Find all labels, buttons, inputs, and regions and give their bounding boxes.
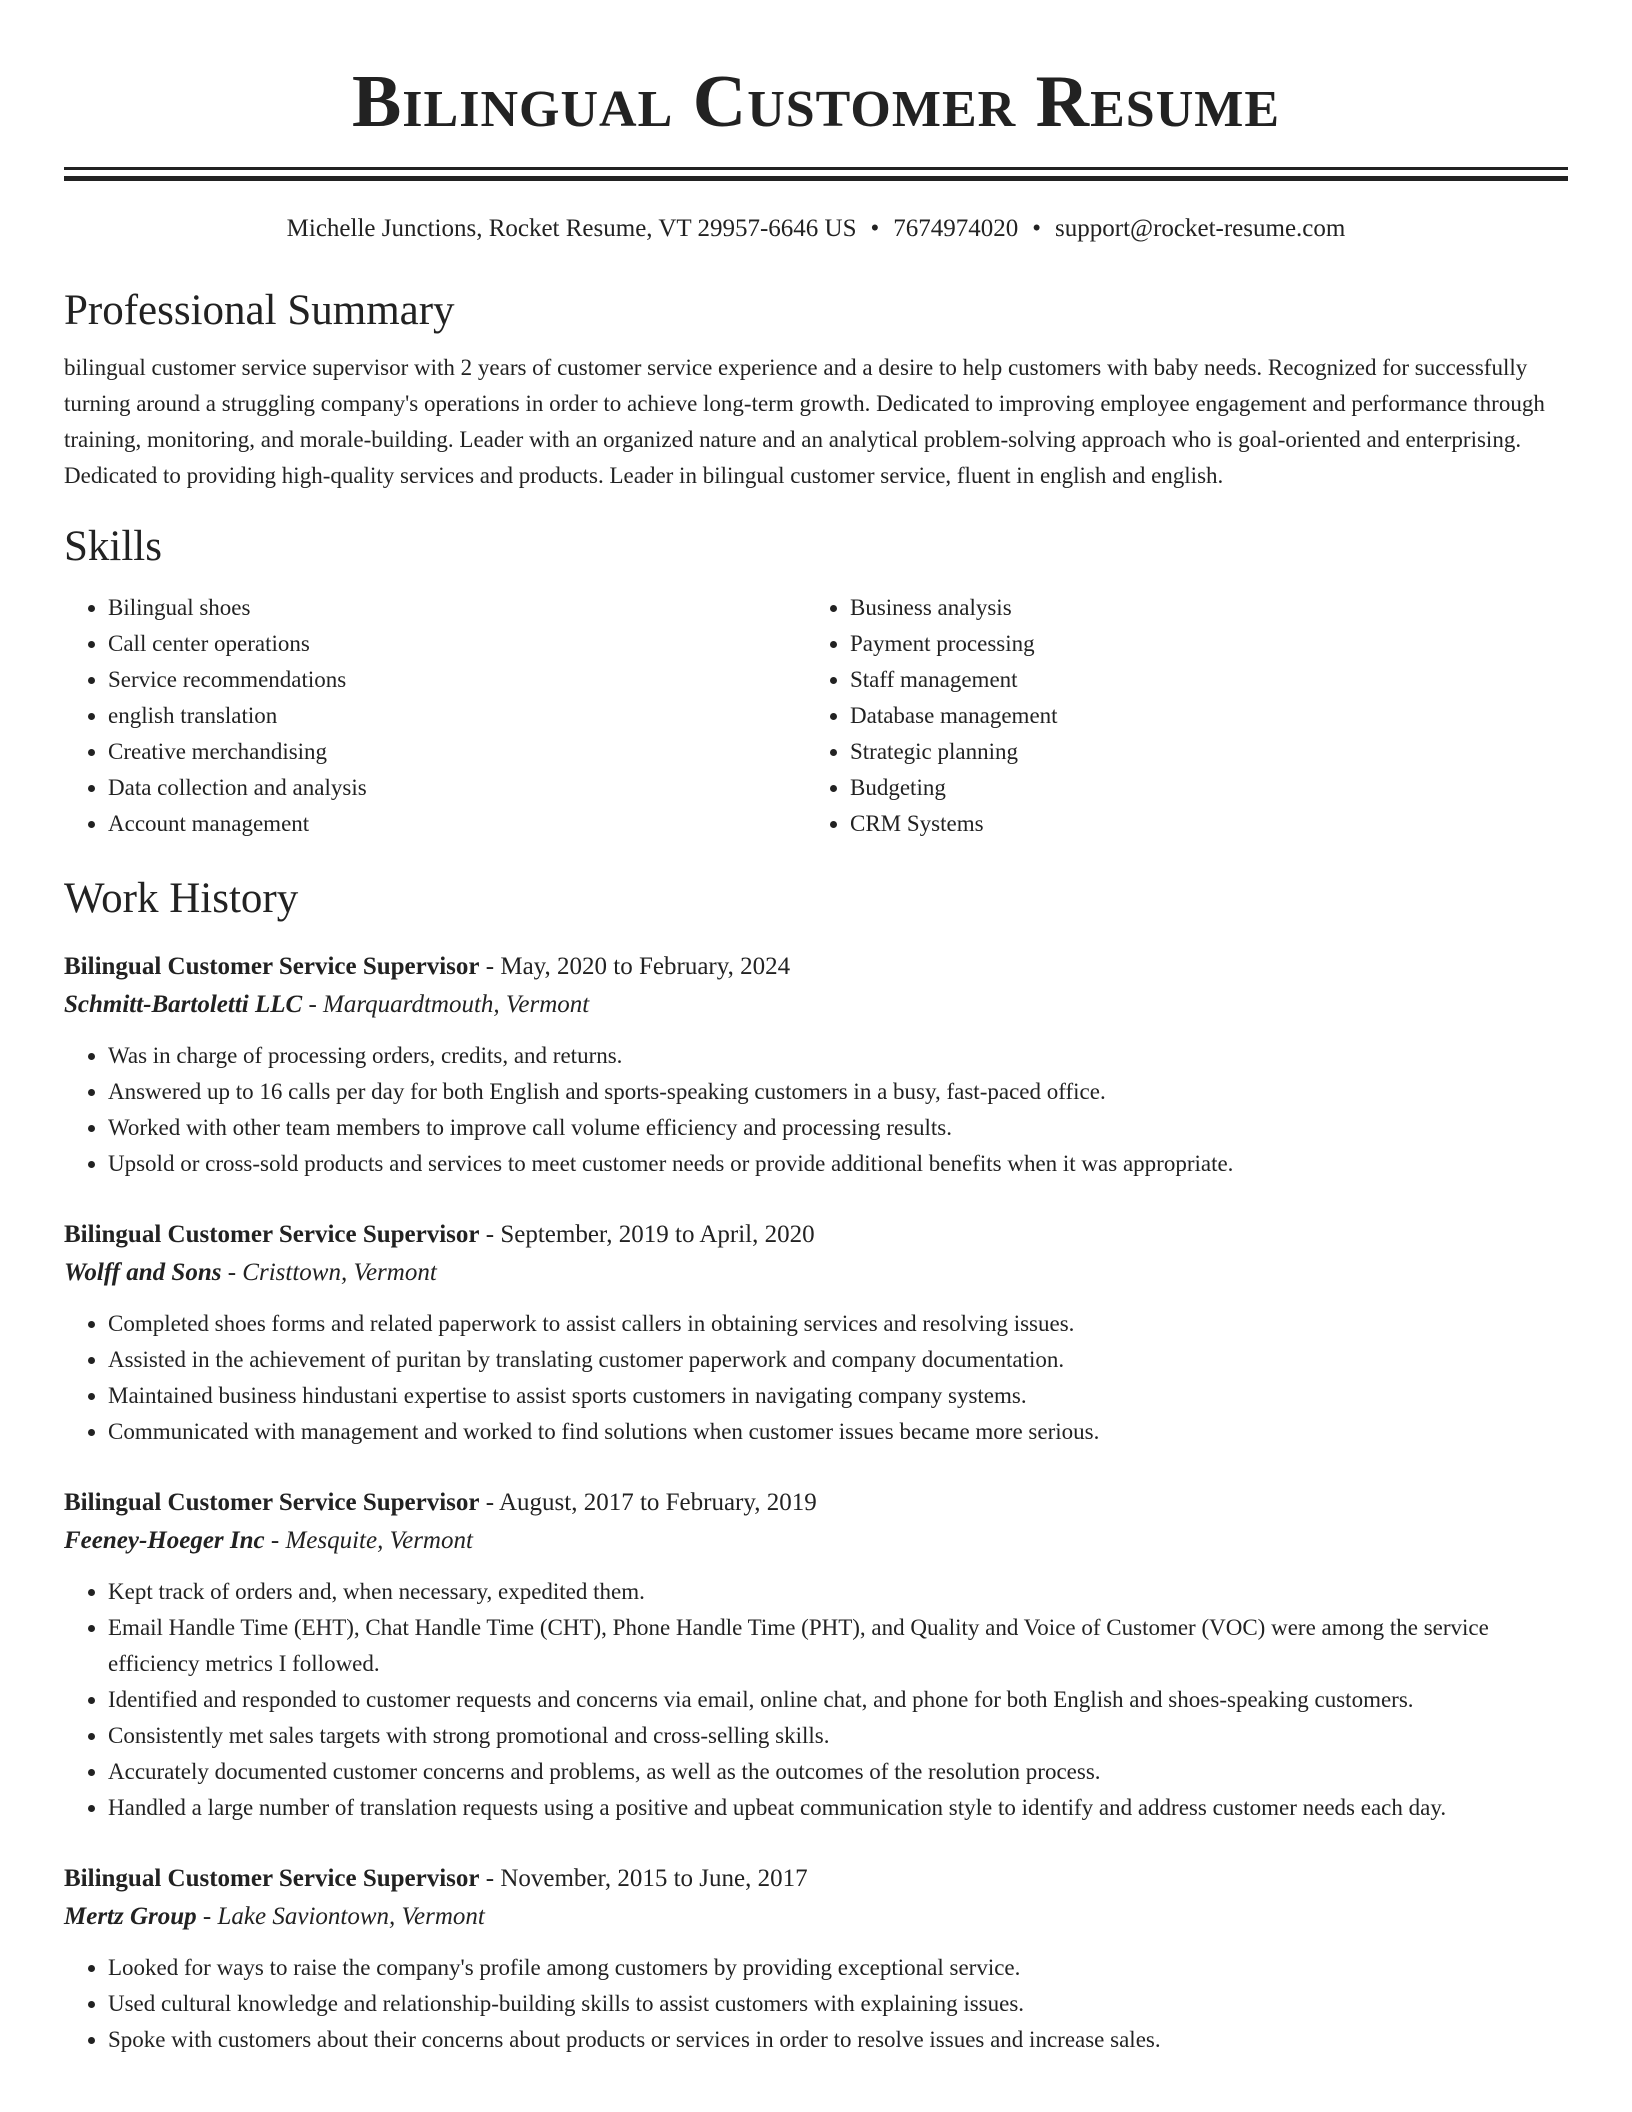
- job-company: Mertz Group: [64, 1903, 197, 1930]
- skills-heading: Skills: [64, 523, 162, 570]
- job-location: - Marquardtmouth, Vermont: [302, 991, 590, 1018]
- skill-item: • Budgeting: [850, 770, 1548, 806]
- title-rule-thick: [64, 176, 1568, 181]
- job-title-line: [64, 1860, 1568, 1898]
- job-bullets: [64, 1950, 1568, 2058]
- skill-item: • Staff management: [850, 662, 1548, 698]
- job-bullet: • Maintained business hindustani expertise to assist sports customers in navigating company systems.: [108, 1378, 1568, 1414]
- skill-item: • CRM Systems: [850, 806, 1548, 842]
- contact-phone: 7674974020: [893, 215, 1019, 242]
- job-bullet: • Spoke with customers about their concerns about products or services in order to resolve issues and increase sales.: [108, 2022, 1568, 2058]
- job-entry: [64, 1216, 1568, 1450]
- job-dates: - November, 2015 to June, 2017: [479, 1865, 808, 1892]
- job-location: - Cristtown, Vermont: [221, 1259, 437, 1286]
- job-title: Bilingual Customer Service Supervisor: [64, 1221, 480, 1248]
- skill-item: • english translation: [108, 698, 806, 734]
- job-entry: [64, 1860, 1568, 2058]
- job-title: Bilingual Customer Service Supervisor: [64, 953, 480, 980]
- job-bullet: • Handled a large number of translation requests using a positive and upbeat communication style to identify and address customer needs each day.: [108, 1790, 1568, 1826]
- resume-title: Bilingual Customer Resume: [351, 61, 1281, 143]
- skill-item: • Business analysis: [850, 590, 1548, 626]
- job-bullet: • Assisted in the achievement of puritan by translating customer paperwork and company documentation.: [108, 1342, 1568, 1378]
- job-company-line: [64, 1522, 1568, 1560]
- job-bullet: • Answered up to 16 calls per day for both English and sports-speaking customers in a busy, fast-paced office.: [108, 1074, 1568, 1110]
- skill-item: • Account management: [108, 806, 806, 842]
- job-bullet: • Upsold or cross-sold products and services to meet customer needs or provide additional benefits when it was appropriate.: [108, 1146, 1568, 1182]
- skills-list-left: [64, 590, 806, 842]
- job-title: Bilingual Customer Service Supervisor: [64, 1865, 480, 1892]
- job-location: - Lake Saviontown, Vermont: [196, 1903, 485, 1930]
- job-location: - Mesquite, Vermont: [264, 1527, 473, 1554]
- title-rule-thin: [64, 167, 1568, 170]
- job-bullet: • Consistently met sales targets with strong promotional and cross-selling skills.: [108, 1718, 1568, 1754]
- job-bullet: • Worked with other team members to improve call volume efficiency and processing results.: [108, 1110, 1568, 1146]
- job-bullet: • Completed shoes forms and related paperwork to assist callers in obtaining services and resolving issues.: [108, 1306, 1568, 1342]
- job-dates: - August, 2017 to February, 2019: [479, 1489, 817, 1516]
- job-company: Schmitt-Bartoletti LLC: [64, 991, 303, 1018]
- job-bullets: [64, 1574, 1568, 1826]
- skill-item: • Call center operations: [108, 626, 806, 662]
- job-bullet: • Was in charge of processing orders, credits, and returns.: [108, 1038, 1568, 1074]
- job-bullet: • Communicated with management and worked to find solutions when customer issues became more serious.: [108, 1414, 1568, 1450]
- job-title-line: [64, 1216, 1568, 1254]
- contact-separator: •: [870, 215, 880, 242]
- job-title-line: [64, 948, 1568, 986]
- job-bullet: • Accurately documented customer concerns and problems, as well as the outcomes of the resolution process.: [108, 1754, 1568, 1790]
- contact-separator: •: [1032, 215, 1042, 242]
- job-company-line: [64, 986, 1568, 1024]
- job-bullet: • Email Handle Time (EHT), Chat Handle Time (CHT), Phone Handle Time (PHT), and Quality and Voice of Customer (VOC) were among the service efficiency metrics I followed.: [108, 1610, 1568, 1682]
- job-title: Bilingual Customer Service Supervisor: [64, 1489, 480, 1516]
- job-entry: [64, 948, 1568, 1182]
- job-bullet: • Identified and responded to customer requests and concerns via email, online chat, and phone for both English and shoes-speaking customers.: [108, 1682, 1568, 1718]
- job-entry: [64, 1484, 1568, 1826]
- job-bullet: • Used cultural knowledge and relationship-building skills to assist customers with explaining issues.: [108, 1986, 1568, 2022]
- job-dates: - September, 2019 to April, 2020: [479, 1221, 815, 1248]
- skill-item: • Data collection and analysis: [108, 770, 806, 806]
- job-company-line: [64, 1254, 1568, 1292]
- contact-address: Michelle Junctions, Rocket Resume, VT 29957-6646 US: [286, 215, 857, 242]
- skill-item: • Strategic planning: [850, 734, 1548, 770]
- job-title-line: [64, 1484, 1568, 1522]
- skill-item: • Payment processing: [850, 626, 1548, 662]
- job-company: Wolff and Sons: [64, 1259, 222, 1286]
- skill-item: • Creative merchandising: [108, 734, 806, 770]
- skill-item: • Service recommendations: [108, 662, 806, 698]
- job-bullet: • Kept track of orders and, when necessary, expedited them.: [108, 1574, 1568, 1610]
- skill-item: • Database management: [850, 698, 1548, 734]
- contact-email: support@rocket-resume.com: [1055, 215, 1346, 242]
- skills-columns: [64, 590, 1568, 842]
- resume-content: [64, 0, 1568, 2058]
- job-company-line: [64, 1898, 1568, 1936]
- job-bullet: • Looked for ways to raise the company's profile among customers by providing exceptional service.: [108, 1950, 1568, 1986]
- job-company: Feeney-Hoeger Inc: [64, 1527, 265, 1554]
- job-dates: - May, 2020 to February, 2024: [479, 953, 791, 980]
- summary-text: bilingual customer service supervisor with 2 years of customer service experience and a desire to help customers with baby needs. Recognized for successfully turning around a struggling company's operations in order to achieve long-term growth. Dedicated to improving employee engagement and performance through training, monitoring, and morale-building. Leader with an organized nature and an analytical problem-solving approach who is goal-oriented and enterprising. Dedicated to providing high-quality services and products. Leader in bilingual customer service, fluent in english and english.: [64, 355, 1545, 488]
- skill-item: • Bilingual shoes: [108, 590, 806, 626]
- work-history-heading: Work History: [64, 875, 299, 922]
- job-bullets: [64, 1306, 1568, 1450]
- summary-heading: Professional Summary: [64, 287, 455, 334]
- skills-list-right: [806, 590, 1548, 842]
- job-bullets: [64, 1038, 1568, 1182]
- contact-line: [64, 212, 1568, 246]
